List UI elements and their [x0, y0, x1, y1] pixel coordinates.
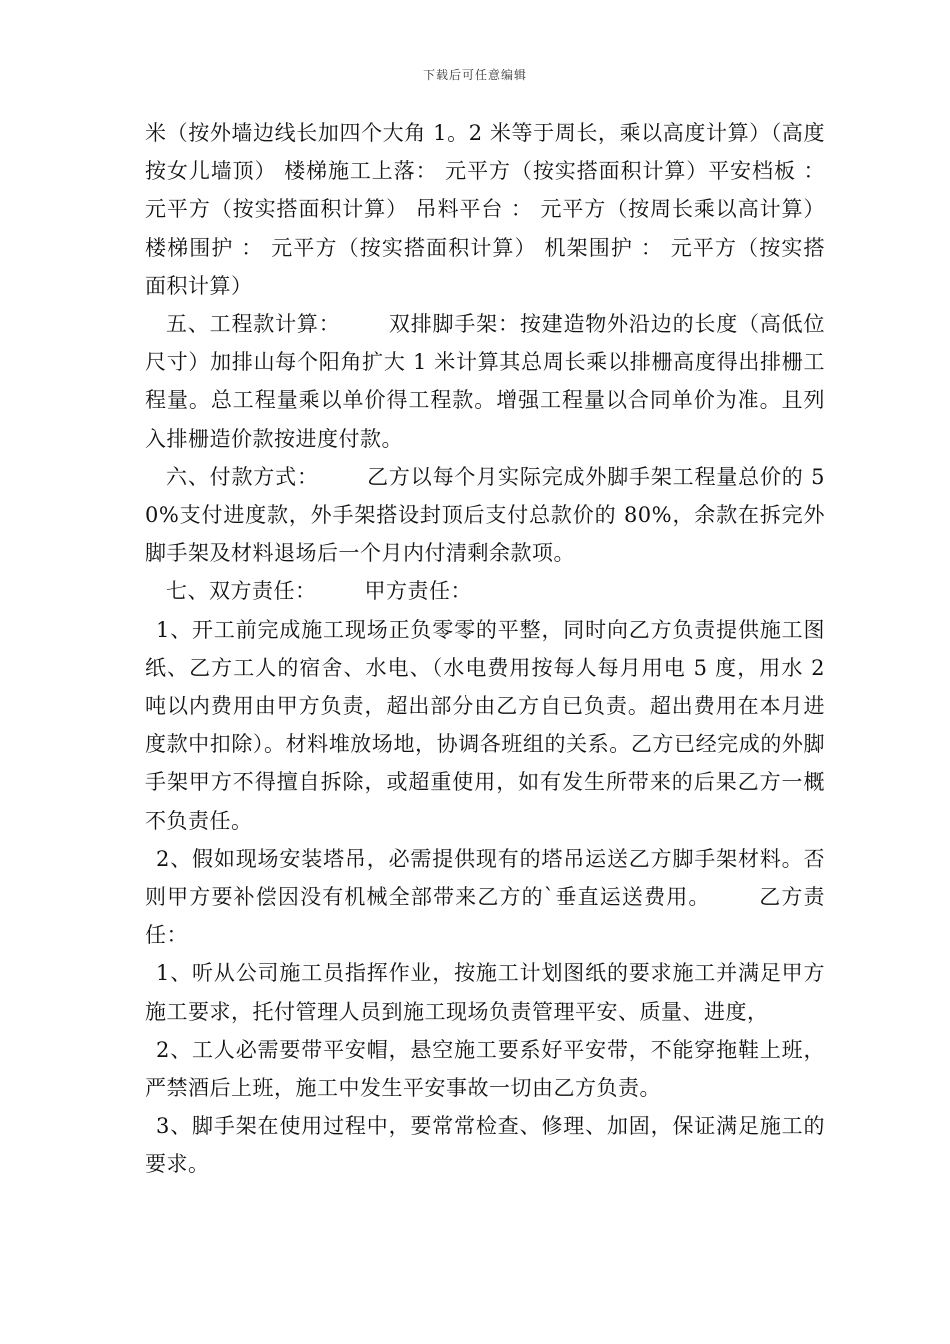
section-body: 乙方以每个月实际完成外脚手架工程量总价的 50%支付进度款，外手架搭设封顶后支付总款价的 80%，余款在拆完外脚手架及材料退场后一个月内付清剩余款项。 — [145, 464, 825, 566]
section-heading: 六、付款方式： — [166, 464, 319, 489]
paragraph-party-a-item-1: 1、开工前完成施工现场正负零零的平整，同时向乙方负责提供施工图纸、乙方工人的宿舍、水电、（水电费用按每人每月用电 5 度，用水 2 吨以内费用由甲方负责，超出部分由乙方自已负责。超出费用在本月进度款中扣除）。材料堆放场地，协调各班组的关系。乙方已经完成的外脚手架甲方不得擅自拆除，或超重使用，如有发生所带来的后果乙方一概不负责任。 — [145, 617, 825, 833]
paragraph-section-6 — [145, 458, 825, 573]
paragraph-party-a-item-2 — [145, 840, 825, 955]
paragraph-section-7 — [145, 572, 825, 610]
paragraph-party-b-item-3: 3、脚手架在使用过程中，要常常检查、修理、加固，保证满足施工的要求。 — [145, 1114, 825, 1177]
page-header: 下载后可任意编辑 — [422, 68, 527, 82]
section-body: 双排脚手架：按建造物外沿边的长度（高低位尺寸）加排山每个阳角扩大 1 米计算其总周长乘以排栅高度得出排栅工程量。总工程量乘以单价得工程款。增强工程量以合同单价为准。且列入排栅造价款按进度付款。 — [145, 312, 826, 451]
section-heading: 七、双方责任： — [166, 579, 317, 604]
paragraph-section-5 — [145, 305, 825, 458]
paragraph-party-b-item-1: 1、听从公司施工员指挥作业，按施工计划图纸的要求施工并满足甲方施工要求，托付管理人员到施工现场负责管理平安、质量、进度， — [145, 961, 825, 1024]
section-subheading: 甲方责任： — [364, 579, 472, 604]
item-text: 2、假如现场安装塔吊，必需提供现有的塔吊运送乙方脚手架材料。否则甲方要补偿因没有机械全部带来乙方的`垂直运送费用。 — [145, 846, 825, 910]
section-subheading: 乙方责任： — [145, 885, 826, 948]
document-body — [145, 114, 825, 1184]
paragraph-scaffold-pricing: 米（按外墙边线长加四个大角 1。2 米等于周长，乘以高度计算）（高度按女儿墙顶） 楼梯施工上落： 元平方（按实搭面积计算）平安档板 ： 元平方（按实搭面积计算） 吊料平台 ： 元平方（按周长乘以高计算） 楼梯围护 ： 元平方（按实搭面积计算） 机架围护 ： 元平方（按实搭面积计算） — [145, 121, 825, 298]
section-heading: 五、工程款计算： — [166, 312, 341, 337]
paragraph-party-b-item-2: 2、工人必需要带平安帽，悬空施工要系好平安带，不能穿拖鞋上班，严禁酒后上班，施工中发生平安事故一切由乙方负责。 — [145, 1037, 825, 1101]
